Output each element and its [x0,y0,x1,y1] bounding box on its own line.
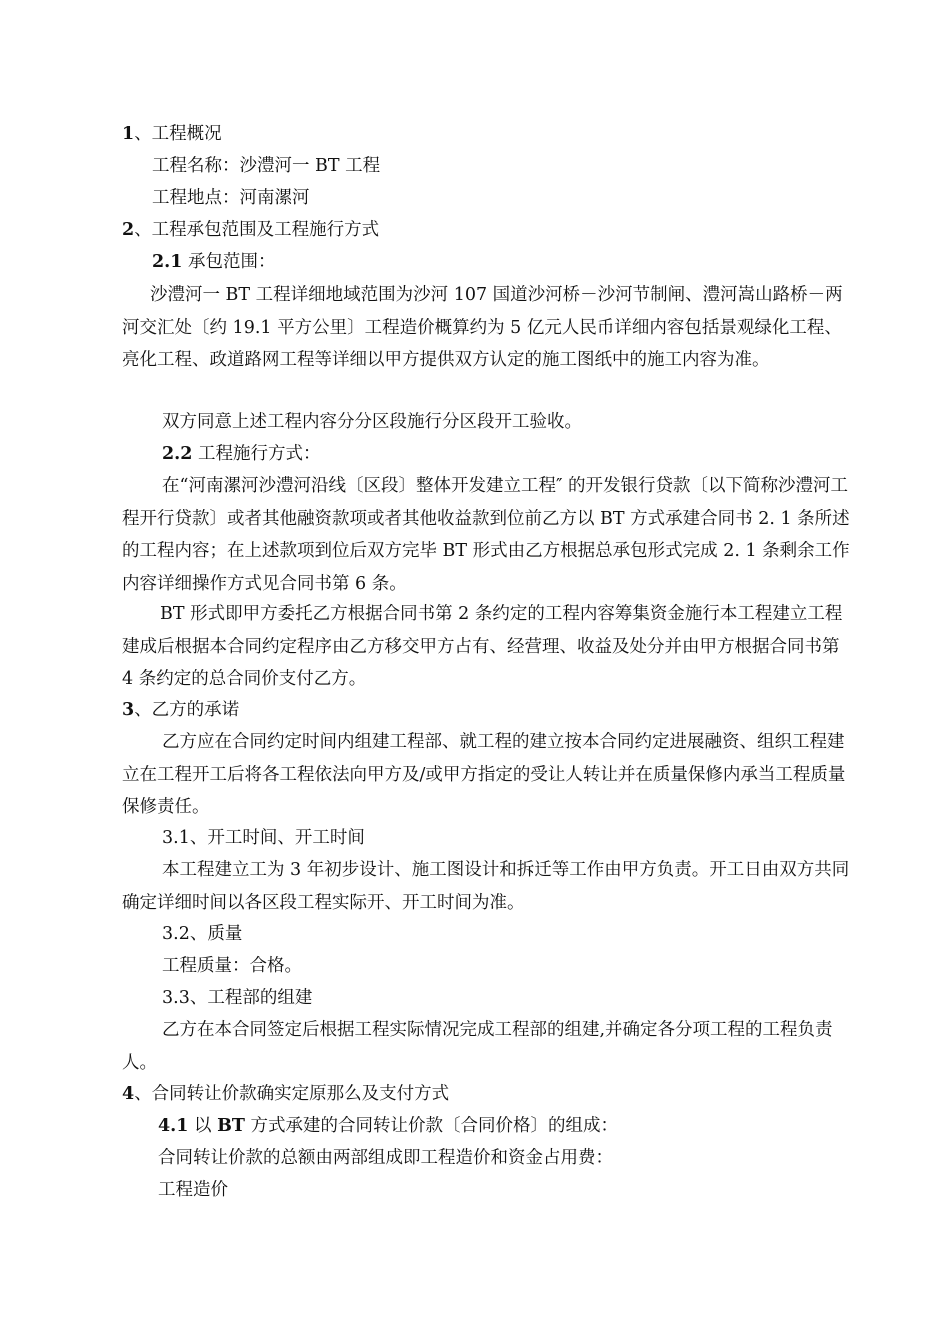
section-heading-3: 3、乙方的承诺 [122,700,240,720]
paragraph-sections: 双方同意上述工程内容分分区段施行分区段开工验收。 [162,412,582,432]
subsection-heading-3-1: 3.1、开工时间、开工时间 [162,828,365,848]
subsection-heading-4-1: 4.1 以 BT 方式承建的合同转让价款〔合同价格〕的组成： [158,1116,618,1136]
section-heading-2: 2、工程承包范围及工程施行方式 [122,220,380,240]
subsection-heading-3-3: 3.3、工程部的组建 [162,988,313,1008]
paragraph-schedule: 本工程建立工为 3 年初步设计、施工图设计和拆迁等工作由甲方负责。开工日由双方共同确定详细时间以各区段工程实际开、开工时间为准。 [122,860,850,913]
section-heading-4: 4、合同转让价款确实定原那么及支付方式 [122,1084,450,1104]
subsection-heading-3-2: 3.2、质量 [162,924,243,944]
engineering-cost-line: 工程造价 [158,1180,228,1200]
paragraph-scope: 沙澧河一 BT 工程详细地域范围为沙河 107 国道沙河桥－沙河节制闸、澧河嵩山路桥－两河交汇处〔约 19.1 平方公里〕工程造价概算约为 5 亿元人民币详细内容包括景观绿化工程、亮化工程、政道路网工程等详细以甲方提供双方认定的施工图纸中的施工内容为准。 [122,285,843,370]
paragraph-commitment: 乙方应在合同约定时间内组建工程部、就工程的建立按本合同约定进展融资、组织工程建立在工程开工后将各工程依法向甲方及/或甲方指定的受让人转让并在质量保修内承当工程质量保修责任。 [122,732,846,817]
paragraph-method: 在“河南漯河沙澧河沿线〔区段〕整体开发建立工程″ 的开发银行贷款〔以下简称沙澧河工程开行贷款〕或者其他融资款项或者其他收益款到位前乙方以 BT 方式承建合同书 2. 1 条所述的工程内容；在上述款项到位后双方完毕 BT 形式由乙方根据总承包形式完成 2. 1 条剩余工作内容详细操作方式见合同书第 6 条。 [122,476,850,594]
price-composition-line: 合同转让价款的总额由两部组成即工程造价和资金占用费： [158,1148,613,1168]
paragraph-team: 乙方在本合同签定后根据工程实际情况完成工程部的组建,并确定各分项工程的工程负责人。 [122,1020,833,1073]
quality-line: 工程质量：合格。 [162,956,302,976]
section-heading-1: 1、工程概况 [122,124,222,144]
subsection-heading-2-2: 2.2 工程施行方式： [162,444,321,464]
project-name-line: 工程名称：沙澧河一 BT 工程 [152,156,381,176]
project-location-line: 工程地点：河南漯河 [152,188,310,208]
paragraph-bt-form: BT 形式即甲方委托乙方根据合同书第 2 条约定的工程内容筹集资金施行本工程建立工程建成后根据本合同约定程序由乙方移交甲方占有、经营理、收益及处分并由甲方根据合同书第 4 条约定的总合同价支付乙方。 [122,604,843,689]
subsection-heading-2-1: 2.1 承包范围： [152,252,276,272]
